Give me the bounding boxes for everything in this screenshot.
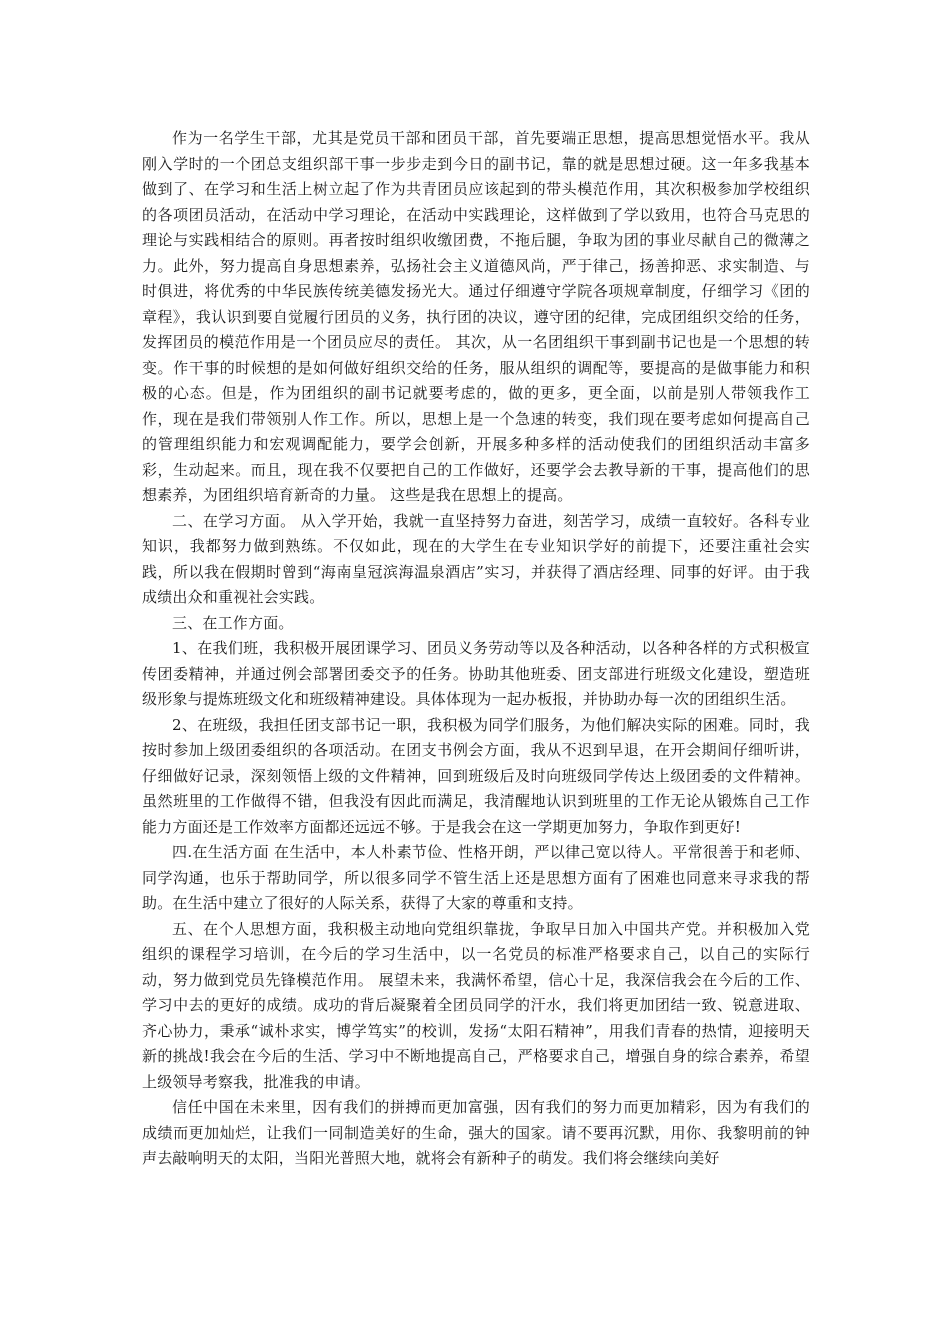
paragraph-thought: 作为一名学生干部，尤其是党员干部和团员干部，首先要端正思想，提高思想觉悟水平。我从刚入学时的一个团总支组织部干事一步步走到今日的副书记，靠的就是思想过硬。这一年多我基本做到了、在学习和生活上树立起了作为共青团员应该起到的带头模范作用，其次积极参加学校组织的各项团员活动，在活动中学习理论，在活动中实践理论，这样做到了学以致用，也符合马克思的理论与实践相结合的原则。再者按时组织收缴团费，不拖后腿，争取为团的事业尽献自己的微薄之力。此外，努力提高自身思想素养，弘扬社会主义道德风尚，严于律己，扬善抑恶、求实制造、与时俱进，将优秀的中华民族传统美德发扬光大。通过仔细遵守学院各项规章制度，仔细学习《团的章程》，我认识到要自觉履行团员的义务，执行团的决议，遵守团的纪律，完成团组织交给的任务，发挥团员的模范作用是一个团员应尽的责任。 其次，从一名团组织干事到副书记也是一个思想的转变。作干事的时候想的是如何做好组织交给的任务，服从组织的调配等，要提高的是做事能力和积极的心态。但是，作为团组织的副书记就要考虑的，做的更多，更全面，以前是别人带领我作工作，现在是我们带领别人作工作。所以，思想上是一个急速的转变，我们现在要考虑如何提高自己的管理组织能力和宏观调配能力，要学会创新，开展多种多样的活动使我们的团组织活动丰富多彩，生动起来。而且，现在我不仅要把自己的工作做好，还要学会去教导新的干事，提高他们的思想素养，为团组织培育新奇的力量。 这些是我在思想上的提高。 <box>142 129 810 504</box>
document-body <box>142 126 810 1172</box>
paragraph-work-1: 1、在我们班，我积极开展团课学习、团员义务劳动等以及各种活动，以各种各样的方式积极宣传团委精神，并通过例会部署团委交予的任务。协助其他班委、团支部进行班级文化建设，塑造班级形象与提炼班级文化和班级精神建设。具体体现为一起办板报，并协助办每一次的团组织生活。 <box>142 639 810 708</box>
paragraph-closing: 信任中国在未来里，因有我们的拼搏而更加富强，因有我们的努力而更加精彩，因为有我们的成绩而更加灿烂，让我们一同制造美好的生命，强大的国家。请不要再沉默，用你、我黎明前的钟声去敲响明天的太阳，当阳光普照大地，就将会有新种子的萌发。我们将会继续向美好 <box>142 1098 810 1167</box>
paragraph-personal-thought: 五、在个人思想方面，我积极主动地向党组织靠拢，争取早日加入中国共产党。并积极加入党组织的课程学习培训，在今后的学习生活中，以一名党员的标准严格要求自己，以自己的实际行动，努力做到党员先锋模范作用。 展望未来，我满怀希望，信心十足，我深信我会在今后的工作、学习中去的更好的成绩。成功的背后凝聚着全团员同学的汗水，我们将更加团结一致、锐意进取、齐心协力，秉承“诚朴求实，博学笃实”的校训，发扬“太阳石精神”，用我们青春的热情，迎接明天新的挑战!我会在今后的生活、学习中不断地提高自己，严格要求自己，增强自身的综合素养，希望上级领导考察我，批准我的申请。 <box>142 919 810 1091</box>
paragraph-life: 四.在生活方面 在生活中，本人朴素节俭、性格开朗，严以律己宽以待人。平常很善于和老师、同学沟通，也乐于帮助同学，所以很多同学不管生活上还是思想方面有了困难也同意来寻求我的帮助。在生活中建立了很好的人际关系，获得了大家的尊重和支持。 <box>142 843 810 912</box>
paragraph-work-heading: 三、在工作方面。 <box>172 613 294 632</box>
paragraph-work-2: 2、在班级，我担任团支部书记一职，我积极为同学们服务，为他们解决实际的困难。同时，我按时参加上级团委组织的各项活动。在团支书例会方面，我从不迟到早退，在开会期间仔细听讲，仔细做好记录，深刻领悟上级的文件精神，回到班级后及时向班级同学传达上级团委的文件精神。虽然班里的工作做得不错，但我没有因此而满足，我清醒地认识到班里的工作无论从锻炼自己工作能力方面还是工作效率方面都还远远不够。于是我会在这一学期更加努力，争取作到更好! <box>142 715 810 836</box>
paragraph-study: 二、在学习方面。 从入学开始，我就一直坚持努力奋进，刻苦学习，成绩一直较好。各科专业知识，我都努力做到熟练。不仅如此，现在的大学生在专业知识学好的前提下，还要注重社会实践，所以我在假期时曾到“海南皇冠滨海温泉酒店”实习，并获得了酒店经理、同事的好评。由于我成绩出众和重视社会实践。 <box>142 511 810 606</box>
